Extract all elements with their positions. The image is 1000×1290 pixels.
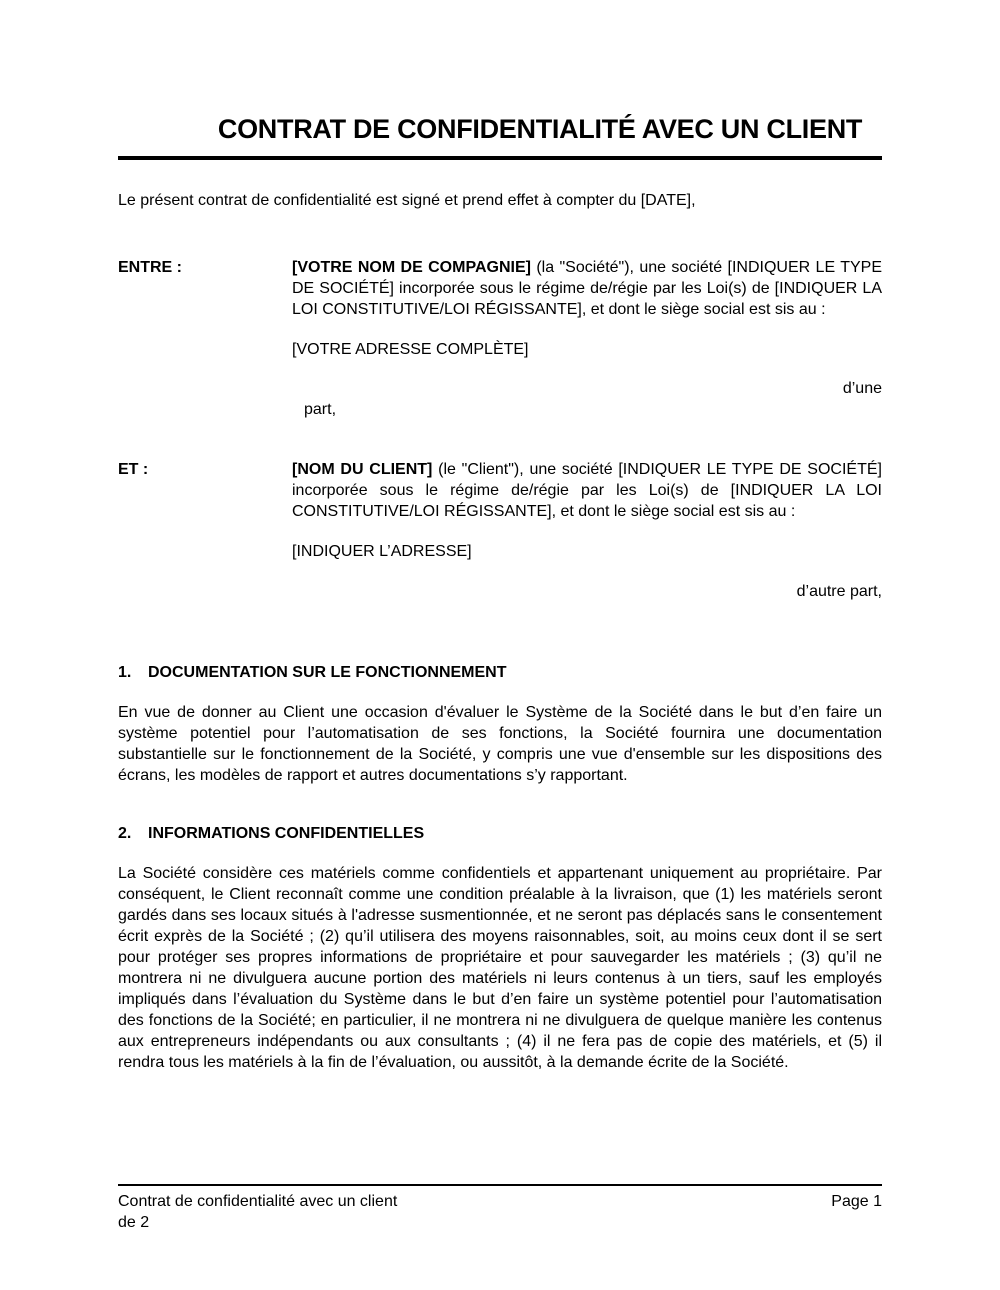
footer-divider xyxy=(118,1184,882,1186)
party-description-entre xyxy=(292,257,882,320)
party-closing-et: d’autre part, xyxy=(796,583,882,600)
party-content-entre xyxy=(292,257,882,420)
footer-page-number: Page 1 xyxy=(831,1193,882,1210)
party-closing-entre-line1: d’une xyxy=(842,380,882,397)
party-description-et xyxy=(292,459,882,522)
section-heading-2 xyxy=(118,823,882,844)
section-title: DOCUMENTATION SUR LE FONCTIONNEMENT xyxy=(148,664,507,681)
section-body-2: La Société considère ces matériels comme confidentiels et appartenant uniquement au propriétaire. Par conséquent, le Client reconnaît comme une condition préalable à la livraison, que (1) les matériels seront gardés dans ses locaux situés à l'adresse susmentionnée, et ne seront pas déplacés sans le consentement écrit exprès de la Société ; (2) qu’il utilisera des moyens raisonnables, soit, au moins ceux dont il se sert pour protéger ses propres informations de propriétaire et pour sauvegarder les matériels ; (3) qu’il ne montrera ni ne divulguera aucune portion des matériels ni leurs contenus à un tiers, sauf les employés impliqués dans l’évaluation du Système dans le but d’en faire un système potentiel pour l’automatisation des fonctions de la Société; en particulier, il ne montrera ni ne divulguera de quelque manière les contenus aux entrepreneurs indépendants ou aux consultants ; (4) il ne fera pas de copie des matériels, et (5) il rendra tous les matériels à la fin de l’évaluation, ou aussitôt, à la demande écrite de la Société. xyxy=(118,865,882,1071)
party-name-placeholder: [VOTRE NOM DE COMPAGNIE] xyxy=(292,259,531,276)
footer-doc-title-line1: Contrat de confidentialité avec un client xyxy=(118,1193,398,1210)
section-heading-1 xyxy=(118,662,882,683)
party-block-et xyxy=(118,459,882,602)
section-number: 2. xyxy=(118,825,132,842)
footer-doc-title-line2: de 2 xyxy=(118,1214,150,1231)
party-content-et xyxy=(292,459,882,602)
party-description-text: (la "Société"), une société [INDIQUER LE TYPE DE SOCIÉTÉ] incorporée sous le régime de/régie par les Loi(s) de [INDIQUER LA LOI CONSTITUTIVE/LOI RÉGISSANTE], et dont le siège social est sis au : xyxy=(292,259,883,318)
party-description-text: (le "Client"), une société [INDIQUER LE TYPE DE SOCIÉTÉ] incorporée sous le régime de/régie par les Loi(s) de [INDIQUER LA LOI CONSTITUTIVE/LOI RÉGISSANTE], et dont le siège social est sis au : xyxy=(292,461,882,520)
party-closing-entre-line2: part, xyxy=(304,401,337,418)
party-label-entre: ENTRE : xyxy=(118,259,182,276)
section-title: INFORMATIONS CONFIDENTIELLES xyxy=(148,825,425,842)
page-title: CONTRAT DE CONFIDENTIALITÉ AVEC UN CLIENT xyxy=(217,114,863,144)
party-label-et: ET : xyxy=(118,461,149,478)
section-body-1: En vue de donner au Client une occasion d'évaluer le Système de la Société dans le but d’en faire un système potentiel pour l’automatisation de ses fonctions, la Société fournira une documentation substantielle sur le fonctionnement de la Société, y compris une vue d'ensemble sur les dispositions des écrans, les modèles de rapport et autres documentations s’y rapportant. xyxy=(118,704,882,784)
footer-doc-title xyxy=(118,1191,397,1233)
footer-row xyxy=(118,1191,882,1233)
section-number: 1. xyxy=(118,664,132,681)
party-address-et: [INDIQUER L’ADRESSE] xyxy=(292,543,472,560)
party-name-placeholder: [NOM DU CLIENT] xyxy=(292,461,433,478)
intro-paragraph: Le présent contrat de confidentialité est signé et prend effet à compter du [DATE], xyxy=(118,192,696,209)
party-address-entre: [VOTRE ADRESSE COMPLÈTE] xyxy=(292,341,529,358)
title-divider xyxy=(118,156,882,160)
page-footer xyxy=(118,1184,882,1233)
party-block-entre xyxy=(118,257,882,420)
